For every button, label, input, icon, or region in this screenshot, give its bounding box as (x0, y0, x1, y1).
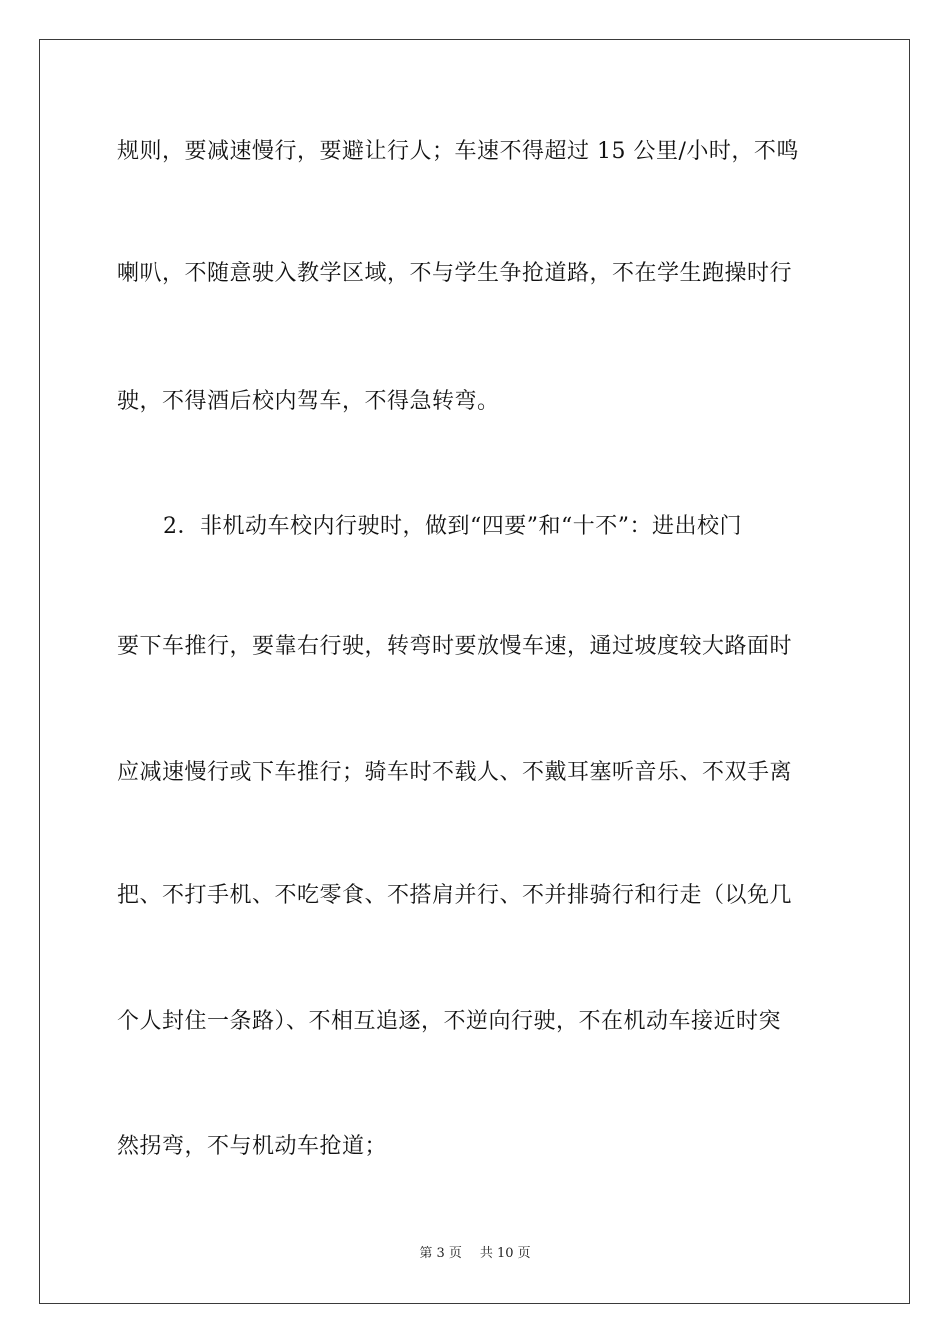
page-total: 共 10 页 (479, 1246, 531, 1261)
text-line-4: 2．非机动车校内行驶时，做到“四要”和“十不”：进出校门 (163, 514, 742, 539)
text-line-8: 个人封住一条路）、不相互追逐，不逆向行驶，不在机动车接近时突 (117, 1009, 782, 1034)
text-line-5: 要下车推行，要靠右行驶，转弯时要放慢车速，通过坡度较大路面时 (117, 634, 793, 659)
text-line-2: 喇叭，不随意驶入教学区域，不与学生争抢道路，不在学生跑操时行 (117, 261, 793, 286)
page-number: 第 3 页 (419, 1246, 462, 1261)
text-line-9: 然拐弯，不与机动车抢道； (117, 1134, 388, 1159)
page-border (39, 39, 910, 1304)
page-footer (0, 1246, 950, 1262)
text-line-7: 把、不打手机、不吃零食、不搭肩并行、不并排骑行和行走（以免几 (117, 883, 793, 908)
text-line-3: 驶，不得酒后校内驾车，不得急转弯。 (117, 389, 500, 414)
text-line-1: 规则，要减速慢行，要避让行人；车速不得超过 15 公里/小时，不鸣 (117, 139, 799, 164)
text-line-6: 应减速慢行或下车推行；骑车时不载人、不戴耳塞听音乐、不双手离 (117, 760, 793, 785)
